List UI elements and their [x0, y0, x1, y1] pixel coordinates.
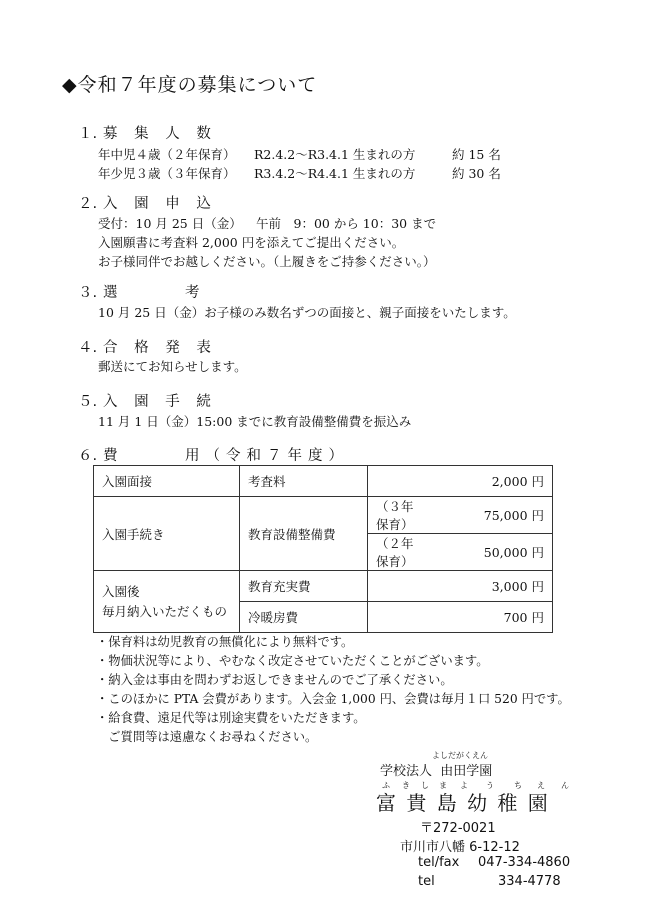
section-number: １.: [78, 126, 98, 142]
application-reception: [98, 214, 436, 232]
ruby-char: え: [537, 781, 545, 790]
section-number: ４.: [78, 340, 98, 356]
section-heading-recruitment: [78, 122, 217, 143]
fee-subitem: （２年保育）: [368, 534, 424, 571]
postal-code: 〒272-0021: [420, 821, 496, 836]
application-attendance-note: お子様同伴でお越しください。（上履きをご持参ください。）: [98, 254, 436, 269]
section-heading-announcement: [78, 336, 217, 357]
telfax-label: tel/fax: [418, 855, 460, 870]
ruby-char: き: [402, 781, 410, 790]
tel-line: [418, 874, 561, 889]
section-number: ５.: [78, 394, 98, 410]
ruby-char: よ: [460, 781, 468, 790]
capacity: 約 30 名: [452, 166, 501, 181]
fee-amount: 75,000 円: [424, 497, 553, 534]
reception-date: 受付：10 月 25 日（金）: [98, 216, 242, 231]
ruby-char: う: [486, 781, 494, 790]
school-corporation: [380, 760, 492, 779]
fee-amount: 2,000 円: [368, 466, 553, 497]
school-name: 富 貴 島 幼 稚 園: [376, 791, 550, 815]
class-label: 年中児４歳（２年保育）: [98, 147, 236, 162]
corp-name: 由田学園: [440, 764, 493, 779]
corp-name-ruby: よしだがくえん: [432, 751, 488, 760]
table-row: [94, 497, 553, 534]
section-title: 合 格 発 表: [103, 340, 217, 356]
fees-table: [93, 465, 553, 633]
procedure-text: 11 月 1 日（金）15:00 までに教育設備整備費を振込み: [98, 414, 412, 429]
ruby-char: ふ: [382, 781, 390, 790]
note-item: ・このほかに PTA 会費があります。入会金 1,000 円、会費は毎月１口 520 円です。: [96, 692, 570, 706]
fee-item: 冷暖房費: [240, 602, 368, 633]
fee-category: [94, 571, 240, 633]
fee-item: 考査料: [240, 466, 368, 497]
fee-subitem: （３年保育）: [368, 497, 424, 534]
recruitment-row: [98, 164, 501, 182]
tel-label: tel: [418, 874, 435, 889]
table-row: [94, 466, 553, 497]
announcement-text: 郵送にてお知らせします。: [98, 359, 247, 374]
fee-item: 教育設備整備費: [240, 497, 368, 571]
note-item: ・給食費、遠足代等は別途実費をいただきます。: [96, 711, 366, 725]
section-title: 入 園 手 続: [103, 394, 217, 410]
ruby-char: ち: [514, 781, 522, 790]
birth-range: R3.4.2～R4.4.1 生まれの方: [254, 166, 416, 181]
recruitment-row: [98, 145, 501, 163]
section-number: ３.: [78, 285, 98, 301]
section-title: 募 集 人 数: [103, 126, 217, 142]
ruby-char: ま: [439, 781, 447, 790]
section-heading-procedure: [78, 390, 217, 411]
section-number: ２.: [78, 196, 98, 212]
page-title: ◆令和７年度の募集について: [62, 74, 318, 96]
fee-amount: 3,000 円: [368, 571, 553, 602]
fee-category: 入園面接: [94, 466, 240, 497]
ruby-char: ん: [561, 781, 569, 790]
section-heading-selection: [78, 281, 206, 302]
telfax-line: [418, 855, 570, 870]
fee-category-line: 毎月納入いただくもの: [102, 603, 228, 619]
birth-range: R2.4.2～R3.4.1 生まれの方: [254, 147, 416, 162]
section-title: 選 考: [103, 285, 206, 301]
fee-amount: 50,000 円: [424, 534, 553, 571]
note-item: ・物価状況等により、やむなく改定させていただくことがございます。: [96, 654, 489, 668]
fee-category-line: 入園後: [102, 583, 140, 599]
section-number: ６.: [78, 448, 98, 464]
capacity: 約 15 名: [452, 147, 501, 162]
note-item: ・保育料は幼児教育の無償化により無料です。: [96, 635, 354, 649]
table-row: [94, 571, 553, 602]
tel-number: 334-4778: [498, 874, 561, 889]
ruby-char: し: [421, 781, 429, 790]
reception-time: 午前 9：00 から 10：30 まで: [256, 216, 437, 231]
corp-label: 学校法人: [380, 764, 433, 779]
section-title: 入 園 申 込: [103, 196, 217, 212]
selection-text: 10 月 25 日（金）お子様のみ数名ずつの面接と、親子面接をいたします。: [98, 305, 516, 320]
note-item: ・納入金は事由を問わずお返しできませんのでご了承ください。: [96, 673, 453, 687]
fee-amount: 700 円: [368, 602, 553, 633]
fee-item: 教育充実費: [240, 571, 368, 602]
note-item: ご質問等は遠慮なくお尋ねください。: [96, 730, 318, 744]
section-title: 費 用（令和７年度）: [103, 448, 349, 464]
telfax-number: 047-334-4860: [478, 855, 571, 870]
fee-category: 入園手続き: [94, 497, 240, 571]
school-address: 市川市八幡 6-12-12: [400, 840, 520, 855]
section-heading-fees: [78, 444, 349, 465]
section-heading-application: [78, 192, 217, 213]
class-label: 年少児３歳（３年保育）: [98, 166, 236, 181]
application-fee-note: 入園願書に考査料 2,000 円を添えてご提出ください。: [98, 235, 405, 250]
